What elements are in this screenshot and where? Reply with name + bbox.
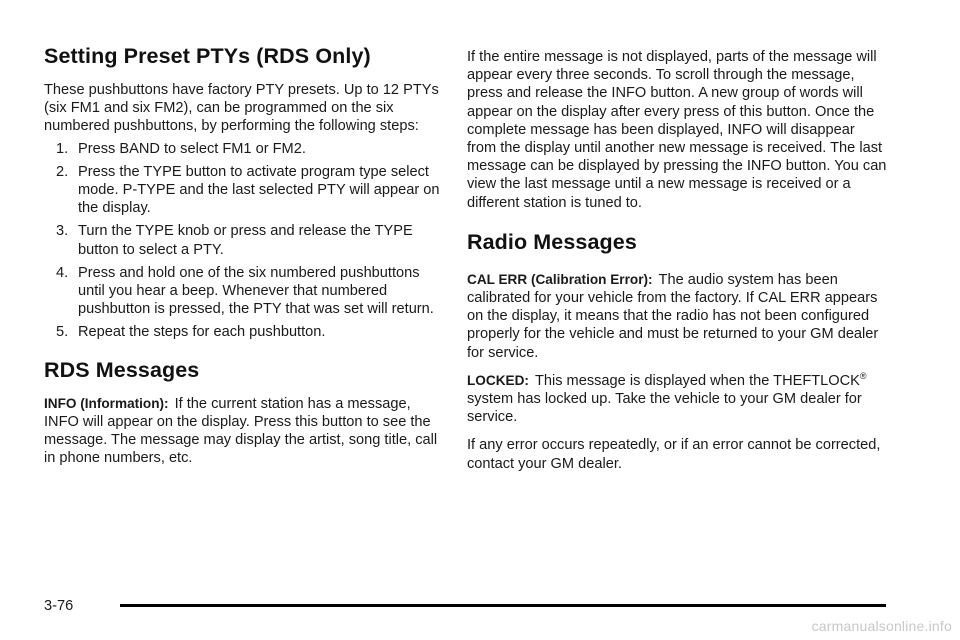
locked-text-a: This message is displayed when the THEFTLOCK (534, 372, 860, 389)
heading-radio-messages: Radio Messages (467, 229, 637, 254)
step-number: 3. (56, 223, 69, 240)
cal-err-paragraph (467, 271, 887, 362)
right-column (467, 48, 887, 473)
registered-mark: ® (859, 370, 867, 381)
step-item (56, 163, 444, 218)
cal-err-text: The audio system has been calibrated for your vehicle from the factory. If CAL ERR appears on the display, it means that the radio has not been configured properly for the vehicle and must be returned to your GM dealer for service. (467, 271, 879, 361)
step-item (56, 140, 444, 158)
info-text: If the current station has a message, INFO will appear on the display. Press this button to see the message. The message may display the artist, song title, call in phone numbers, etc. (44, 395, 438, 467)
step-item (56, 264, 444, 319)
page-number: 3-76 (44, 598, 74, 614)
scroll-message-paragraph: If the entire message is not displayed, parts of the message will appear every three seconds. To scroll through the message, press and release the INFO button. A new group of words will appear on the display after every press of this button. Once the complete message has been displayed, INFO will disappear from the display until another new message is received. The last message can be displayed by pressing the INFO button. You can view the last message until a new message is received or a different station is tuned to. (467, 49, 887, 211)
info-term: INFO (Information): (44, 395, 169, 411)
step-number: 2. (56, 163, 69, 180)
step-item (56, 222, 444, 258)
locked-paragraph (467, 372, 887, 427)
step-number: 5. (56, 324, 69, 341)
heading-setting-preset-ptys: Setting Preset PTYs (RDS Only) (44, 44, 371, 68)
step-text: Press and hold one of the six numbered pushbuttons until you hear a beep. Whenever that numbered pushbutton is pressed, the PTY that was set will return. (78, 264, 434, 318)
locked-text-b: system has locked up. Take the vehicle to your GM dealer for service. (467, 391, 862, 426)
heading-rds-messages: RDS Messages (44, 357, 200, 382)
preset-intro-paragraph: These pushbuttons have factory PTY presets. Up to 12 PTYs (six FM1 and six FM2), can be programmed on the six numbered pushbuttons, by performing the following steps: (44, 82, 439, 135)
watermark: carmanualsonline.info (811, 618, 952, 634)
cal-err-term: CAL ERR (Calibration Error): (467, 271, 653, 287)
locked-term: LOCKED: (467, 372, 529, 388)
info-paragraph (44, 395, 444, 468)
left-column (44, 44, 444, 467)
preset-steps-list (44, 140, 444, 342)
step-number: 4. (56, 264, 69, 281)
step-text: Repeat the steps for each pushbutton. (78, 324, 326, 341)
step-text: Turn the TYPE knob or press and release the TYPE button to select a PTY. (78, 223, 413, 258)
step-item (56, 323, 444, 341)
footer-rule (120, 604, 886, 607)
error-paragraph: If any error occurs repeatedly, or if an error cannot be corrected, contact your GM dealer. (467, 437, 881, 472)
step-text: Press BAND to select FM1 or FM2. (78, 140, 306, 157)
step-number: 1. (56, 140, 69, 157)
step-text: Press the TYPE button to activate program type select mode. P-TYPE and the last selected PTY will appear on the display. (78, 163, 440, 217)
